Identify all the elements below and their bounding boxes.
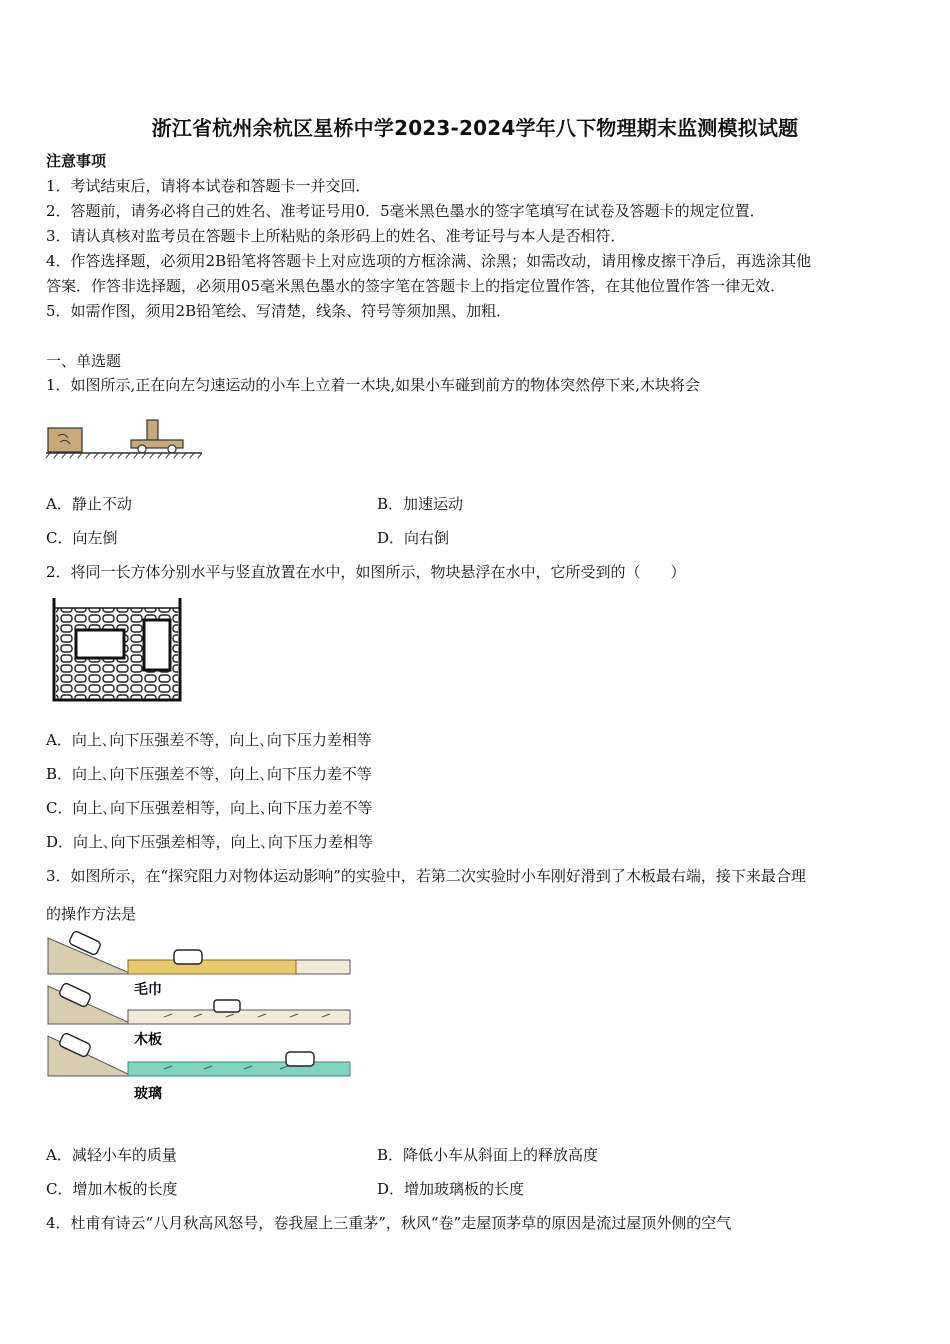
q3-ramp-figure [44,930,354,1104]
q1-option-a: A．静止不动 [46,495,132,513]
notice-item: 5．如需作图，须用2B铅笔绘、写清楚，线条、符号等须加黑、加粗． [46,302,512,320]
q2-option-d: D．向上､向下压强差相等，向上､向下压力差相等 [46,833,374,851]
q3-label-towel: 毛巾 [134,982,162,998]
q2-option-b: B．向上､向下压强差不等，向上､向下压力差不等 [46,765,373,783]
q1-option-d: D．向右倒 [377,529,450,547]
question-3-stem-cont: 的操作方法是 [46,905,137,923]
q3-option-d: D．增加玻璃板的长度 [377,1180,525,1198]
q1-option-c: C．向左倒 [46,529,118,547]
notice-item: 答案．作答非选择题，必须用05毫米黑色墨水的签字笔在答题卡上的指定位置作答，在其他位置作答一律无效． [46,277,786,295]
q2-option-a: A．向上､向下压强差不等，向上､向下压力差相等 [46,731,372,749]
q2-option-c: C．向上､向下压强差相等，向上､向下压力差不等 [46,799,373,817]
q3-option-b: B．降低小车从斜面上的释放高度 [377,1146,599,1164]
q3-label-board: 木板 [134,1032,162,1048]
q3-option-c: C．增加木板的长度 [46,1180,178,1198]
notice-item: 1．考试结束后，请将本试卷和答题卡一并交回． [46,177,371,195]
notice-item: 3．请认真核对监考员在答题卡上所粘贴的条形码上的姓名、准考证号与本人是否相符． [46,227,626,245]
section-heading: 一、单选题 [46,352,122,370]
q2-water-tank-figure [46,594,186,706]
notice-heading: 注意事项 [46,152,107,170]
notice-item: 2．答题前，请务必将自己的姓名、准考证号用0．5毫米黑色墨水的签字笔填写在试卷及答题卡的规定位置． [46,202,765,220]
q3-label-glass: 玻璃 [134,1086,162,1102]
q1-cart-figure [44,418,204,462]
question-1-stem: 1．如图所示,正在向左匀速运动的小车上立着一木块,如果小车碰到前方的物体突然停下来,木块将会 [46,376,700,394]
q1-option-b: B．加速运动 [377,495,464,513]
question-4-stem: 4．杜甫有诗云“八月秋高风怒号，卷我屋上三重茅”，秋风“卷”走屋顶茅草的原因是流过屋顶外侧的空气 [46,1214,732,1232]
q3-option-a: A．减轻小车的质量 [46,1146,177,1164]
page-title: 浙江省杭州余杭区星桥中学2023-2024学年八下物理期末监测模拟试题 [151,116,799,140]
question-2-stem: 2．将同一长方体分别水平与竖直放置在水中，如图所示，物块悬浮在水中，它所受到的（ ） [46,563,686,581]
notice-item: 4．作答选择题，必须用2B铅笔将答题卡上对应选项的方框涂满、涂黑；如需改动，请用橡皮擦干净后，再选涂其他 [46,252,812,270]
question-3-stem: 3．如图所示，在“探究阻力对物体运动影响”的实验中，若第二次实验时小车刚好滑到了木板最右端，接下来最合理 [46,867,806,885]
